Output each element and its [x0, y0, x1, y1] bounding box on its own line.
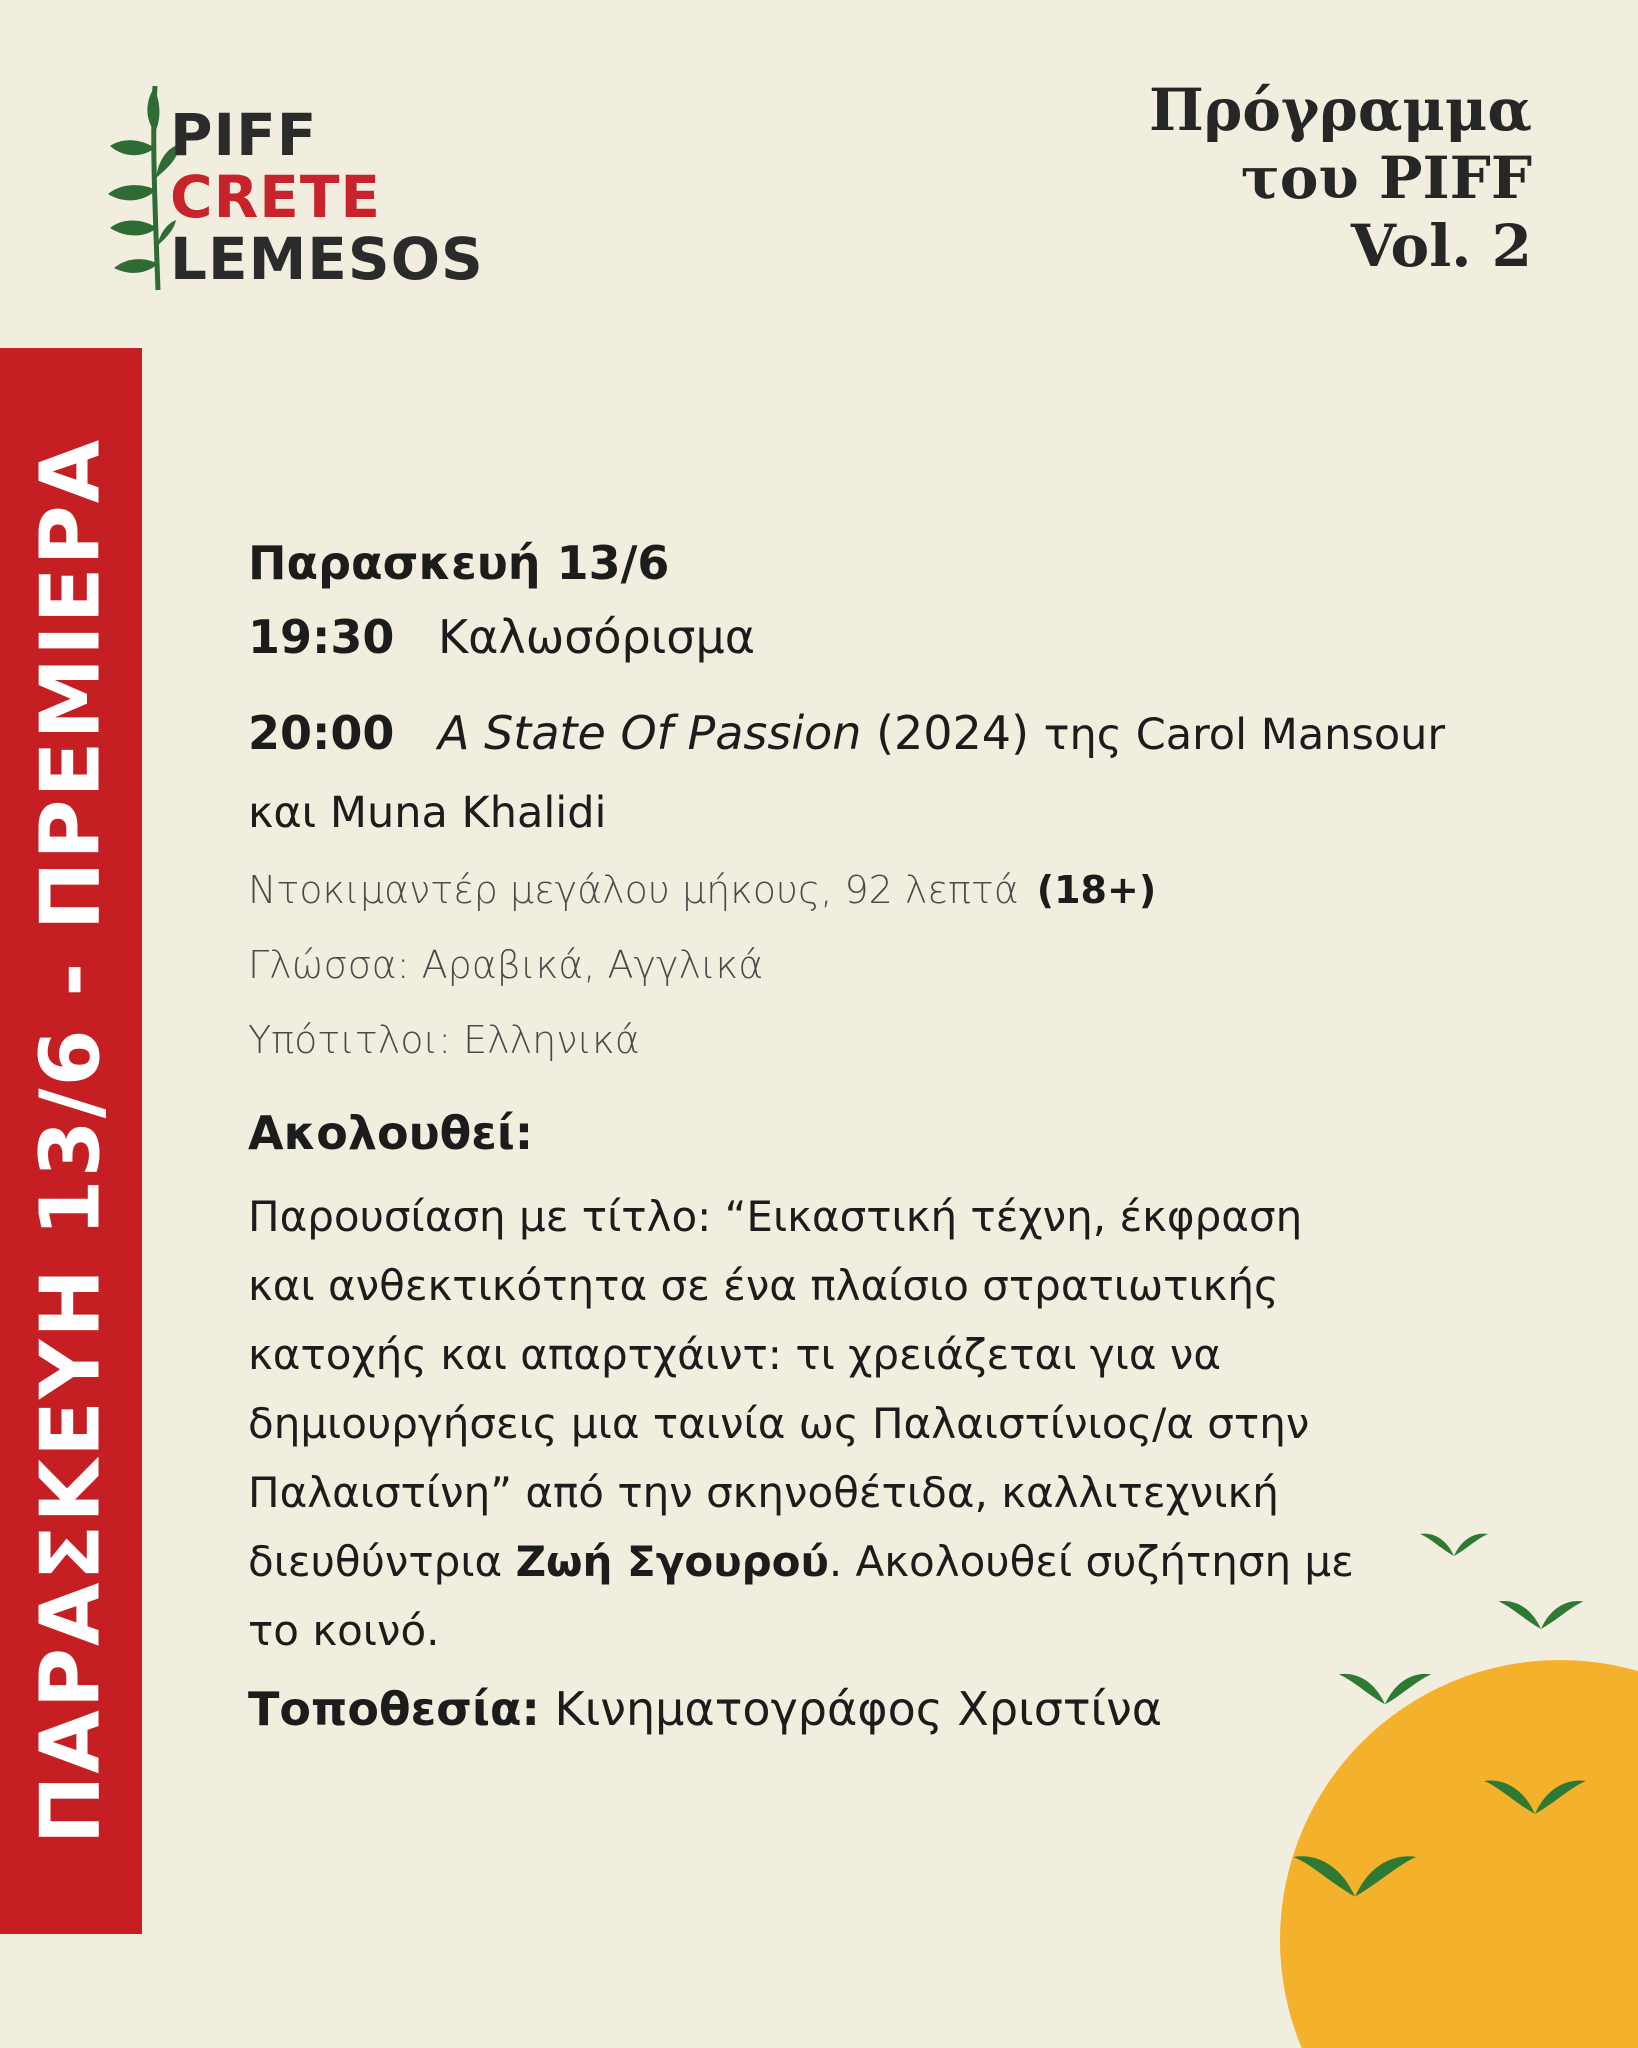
description-line: και ανθεκτικότητα σε ένα πλαίσιο στρατιωτικής — [248, 1261, 1279, 1310]
logo-text-lemesos: LEMESOS — [170, 225, 484, 293]
description-line: Παλαιστίνη” από την σκηνοθέτιδα, καλλιτεχνική — [248, 1468, 1279, 1517]
bird-icon — [1480, 1772, 1590, 1820]
logo-text-piff: PIFF — [170, 101, 318, 169]
location-label: Τοποθεσία: — [248, 1682, 540, 1736]
film-type — [248, 868, 1156, 912]
welcome-label: Καλωσόρισμα — [438, 610, 756, 664]
film-year: (2024) — [876, 706, 1030, 760]
day-heading: Παρασκευή 13/6 — [248, 536, 670, 590]
program-title-line: του PIFF — [1240, 144, 1532, 212]
location-value: Κινηματογράφος Χριστίνα — [539, 1682, 1163, 1736]
program-title-line: Πρόγραμμα — [1148, 76, 1532, 144]
description-line: δημιουργήσεις μια ταινία ως Παλαιστίνιος/α στην — [248, 1399, 1310, 1448]
bird-icon — [1336, 1666, 1434, 1710]
program-title-line: Vol. 2 — [1350, 212, 1532, 280]
description-line: Παρουσίαση με τίτλο: “Εικαστική τέχνη, έκφραση — [248, 1192, 1303, 1241]
bird-icon — [1418, 1528, 1490, 1560]
side-banner — [0, 348, 142, 1934]
olive-sprig-icon — [100, 78, 180, 298]
location — [248, 1682, 1162, 1736]
description-line — [248, 1527, 1408, 1596]
film-directors-continued: και Muna Khalidi — [248, 788, 607, 838]
description-text: διευθύντρια — [248, 1537, 516, 1586]
follows-heading: Ακολουθεί: — [248, 1106, 534, 1160]
age-rating: (18+) — [1036, 868, 1157, 912]
description-line: κατοχής και απαρτχάιντ: τι χρειάζεται για να — [248, 1330, 1222, 1379]
bird-icon — [1496, 1594, 1586, 1634]
side-banner-text: ΠΑΡΑΣΚΕΥΗ 13/6 - ΠΡΕΜΙΕΡΑ — [23, 437, 119, 1845]
film-row — [248, 706, 1445, 760]
presenter-name: Ζωή Σγουρού — [515, 1537, 829, 1586]
film-title: A State Of Passion — [438, 706, 862, 760]
program-title — [1149, 76, 1532, 280]
film-language: Γλώσσα: Αραβικά, Αγγλικά — [248, 943, 764, 987]
festival-logo — [100, 78, 520, 298]
film-time: 20:00 — [248, 706, 395, 760]
logo-text-crete: CRETE — [170, 163, 382, 231]
description-text: . Ακολουθεί συζήτηση με — [828, 1537, 1354, 1586]
description-line: το κοινό. — [248, 1606, 440, 1655]
film-type-text: Ντοκιμαντέρ μεγάλου μήκους, 92 λεπτά — [248, 868, 1019, 912]
bird-icon — [1290, 1846, 1420, 1904]
presentation-description — [248, 1182, 1408, 1665]
film-directors: της Carol Mansour — [1043, 710, 1446, 760]
welcome-time: 19:30 — [248, 610, 395, 664]
film-subtitles: Υπότιτλοι: Ελληνικά — [248, 1018, 640, 1062]
welcome-row — [248, 610, 755, 664]
